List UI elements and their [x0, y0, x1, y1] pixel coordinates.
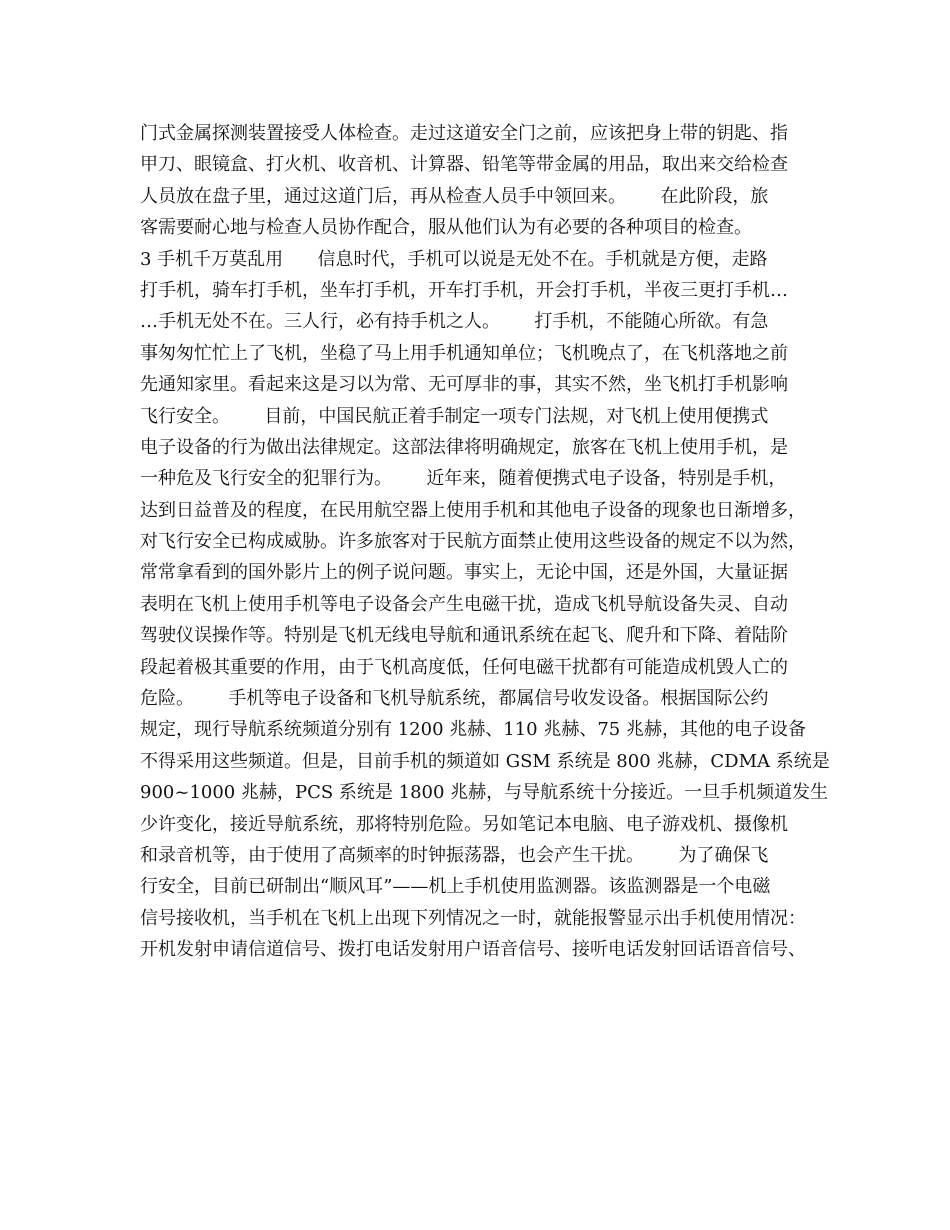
text-line: 驾驶仪误操作等。特别是飞机无线电导航和通讯系统在起飞、爬升和下降、着陆阶	[140, 625, 788, 647]
text-line: …手机无处不在。三人行，必有持手机之人。 打手机，不能随心所欲。有急	[140, 311, 769, 333]
text-line: 达到日益普及的程度，在民用航空器上使用手机和其他电子设备的现象也日渐增多，	[140, 499, 806, 521]
text-line: 段起着极其重要的作用，由于飞机高度低，任何电磁干扰都有可能造成机毁人亡的	[140, 656, 788, 678]
text-line: 飞行安全。 目前，中国民航正着手制定一项专门法规，对飞机上使用便携式	[140, 405, 769, 427]
text-line: 事匆匆忙忙上了飞机，坐稳了马上用手机通知单位；飞机晚点了，在飞机落地之前	[140, 342, 788, 364]
text-line: 不得采用这些频道。但是，目前手机的频道如 GSM 系统是 800 兆赫，CDMA 系统是	[140, 750, 830, 772]
text-line: 少许变化，接近导航系统，那将特别危险。另如笔记本电脑、电子游戏机、摄像机	[140, 813, 788, 835]
text-line: 客需要耐心地与检查人员协作配合，服从他们认为有必要的各种项目的检查。	[140, 217, 752, 239]
text-line: 先通知家里。看起来这是习以为常、无可厚非的事，其实不然，坐飞机打手机影响	[140, 374, 788, 396]
body-text	[140, 118, 830, 966]
text-line: 3 手机千万莫乱用 信息时代，手机可以说是无处不在。手机就是方便，走路	[140, 248, 768, 270]
text-line: 信号接收机，当手机在飞机上出现下列情况之一时，就能报警显示出手机使用情况：	[140, 907, 806, 929]
text-line: 行安全，目前已研制出“顺风耳”——机上手机使用监测器。该监测器是一个电磁	[140, 876, 771, 898]
text-line: 对飞行安全已构成威胁。许多旅客对于民航方面禁止使用这些设备的规定不以为然，	[140, 531, 806, 553]
text-line: 常常拿看到的国外影片上的例子说问题。事实上，无论中国，还是外国，大量证据	[140, 562, 788, 584]
text-line: 开机发射申请信道信号、拨打电话发射用户语音信号、接听电话发射回话语音信号、	[140, 939, 806, 961]
text-line: 表明在飞机上使用手机等电子设备会产生电磁干扰，造成飞机导航设备失灵、自动	[140, 593, 788, 615]
text-line: 门式金属探测装置接受人体检查。走过这道安全门之前，应该把身上带的钥匙、指	[140, 123, 788, 144]
text-line: 900~1000 兆赫，PCS 系统是 1800 兆赫，与导航系统十分接近。一旦手机频道发生	[140, 782, 829, 804]
text-line: 甲刀、眼镜盒、打火机、收音机、计算器、铅笔等带金属的用品，取出来交给检查	[140, 154, 788, 176]
text-line: 人员放在盘子里，通过这道门后，再从检查人员手中领回来。 在此阶段，旅	[140, 185, 769, 207]
text-line: 和录音机等，由于使用了高频率的时钟振荡器，也会产生干扰。 为了确保飞	[140, 844, 769, 866]
text-line: 打手机，骑车打手机，坐车打手机，开车打手机，开会打手机，半夜三更打手机…	[140, 279, 788, 301]
text-line: 一种危及飞行安全的犯罪行为。 近年来，随着便携式电子设备，特别是手机，	[140, 468, 787, 490]
text-line: 危险。 手机等电子设备和飞机导航系统，都属信号收发设备。根据国际公约	[140, 688, 769, 710]
text-line: 电子设备的行为做出法律规定。这部法律将明确规定，旅客在飞机上使用手机，是	[140, 436, 788, 458]
text-line: 规定，现行导航系统频道分别有 1200 兆赫、110 兆赫、75 兆赫，其他的电子设备	[140, 719, 806, 741]
